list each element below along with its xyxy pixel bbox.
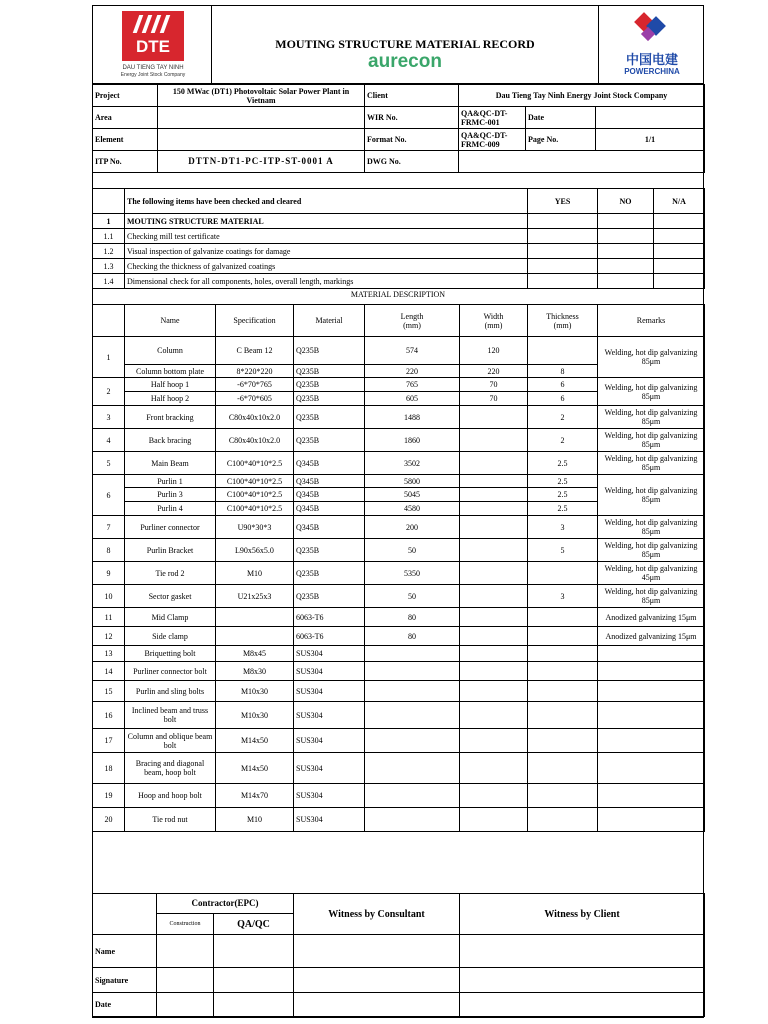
row-spec: -6*70*605	[216, 392, 294, 406]
row-spec: 8*220*220	[216, 365, 294, 378]
row-number: 15	[93, 681, 125, 702]
row-thickness	[528, 646, 598, 662]
row-name: Purliner connector bolt	[125, 662, 216, 681]
row-spec: M10x30	[216, 681, 294, 702]
row-number: 1	[93, 337, 125, 378]
yes-header: YES	[528, 189, 598, 214]
signoff-table	[92, 893, 705, 1017]
row-remarks	[598, 808, 705, 832]
row-spec: C80x40x10x2.0	[216, 429, 294, 452]
check-yes-cell[interactable]	[528, 244, 598, 259]
row-thickness: 5	[528, 539, 598, 562]
row-spec: M14x50	[216, 753, 294, 784]
row-remarks: Welding, hot dip galvanizing 85μm	[598, 452, 705, 475]
date-row-label: Date	[93, 993, 157, 1017]
material-row	[93, 406, 705, 429]
row-material: 6063-T6	[294, 627, 365, 646]
element-label: Element	[93, 129, 158, 151]
row-number: 12	[93, 627, 125, 646]
row-thickness	[528, 784, 598, 808]
material-row	[93, 646, 705, 662]
dwg-label: DWG No.	[365, 151, 459, 173]
project-label: Project	[93, 85, 158, 107]
row-name: Main Beam	[125, 452, 216, 475]
construction-date-cell[interactable]	[157, 993, 214, 1017]
row-length: 1860	[365, 429, 460, 452]
row-thickness: 2.5	[528, 475, 598, 488]
row-thickness	[528, 729, 598, 753]
material-row	[93, 378, 705, 392]
row-remarks: Welding, hot dip galvanizing 85μm	[598, 378, 705, 406]
dwg-value	[459, 151, 705, 173]
row-remarks: Welding, hot dip galvanizing 45μm	[598, 562, 705, 585]
checks-table	[92, 188, 705, 289]
row-material: Q235B	[294, 392, 365, 406]
row-number: 19	[93, 784, 125, 808]
row-length: 574	[365, 337, 460, 365]
row-number: 17	[93, 729, 125, 753]
row-width	[460, 516, 528, 539]
row-thickness	[528, 562, 598, 585]
na-header: N/A	[654, 189, 705, 214]
row-material: Q235B	[294, 562, 365, 585]
row-name: Mid Clamp	[125, 608, 216, 627]
row-spec: M8x45	[216, 646, 294, 662]
construction-name-cell[interactable]	[157, 935, 214, 968]
row-remarks: Welding, hot dip galvanizing 85μm	[598, 429, 705, 452]
wir-label: WIR No.	[365, 107, 459, 129]
row-name: Side clamp	[125, 627, 216, 646]
row-length: 50	[365, 539, 460, 562]
row-name: Purlin 1	[125, 475, 216, 488]
row-number: 10	[93, 585, 125, 608]
row-width: 70	[460, 392, 528, 406]
row-width	[460, 608, 528, 627]
row-width: 120	[460, 337, 528, 365]
row-number: 16	[93, 702, 125, 729]
row-number: 20	[93, 808, 125, 832]
col-name: Name	[125, 305, 216, 337]
material-row	[93, 808, 705, 832]
row-length	[365, 753, 460, 784]
row-thickness: 6	[528, 378, 598, 392]
row-thickness: 8	[528, 365, 598, 378]
row-thickness: 2.5	[528, 452, 598, 475]
row-number: 14	[93, 662, 125, 681]
row-length: 5045	[365, 488, 460, 502]
col-spec: Specification	[216, 305, 294, 337]
row-thickness: 3	[528, 516, 598, 539]
row-width	[460, 452, 528, 475]
qaqc-name-cell[interactable]	[214, 935, 294, 968]
row-spec: C100*40*10*2.5	[216, 488, 294, 502]
row-remarks: Welding, hot dip galvanizing 85μm	[598, 337, 705, 378]
row-number: 18	[93, 753, 125, 784]
check-na-cell[interactable]	[654, 274, 705, 289]
row-name: Sector gasket	[125, 585, 216, 608]
material-row	[93, 475, 705, 488]
row-material: Q235B	[294, 539, 365, 562]
row-thickness	[528, 627, 598, 646]
row-material: Q345B	[294, 475, 365, 488]
row-width	[460, 729, 528, 753]
row-width	[460, 406, 528, 429]
row-name: Hoop and hoop bolt	[125, 784, 216, 808]
row-thickness	[528, 702, 598, 729]
consultant-header: Witness by Consultant	[294, 894, 460, 935]
check-yes-cell[interactable]	[528, 259, 598, 274]
row-name: Tie rod 2	[125, 562, 216, 585]
row-length: 765	[365, 378, 460, 392]
row-name: Inclined beam and truss bolt	[125, 702, 216, 729]
material-row	[93, 753, 705, 784]
row-width	[460, 539, 528, 562]
row-spec: L90x56x5.0	[216, 539, 294, 562]
check-no-cell[interactable]	[598, 274, 654, 289]
row-spec: M14x50	[216, 729, 294, 753]
material-row	[93, 784, 705, 808]
contractor-header: Contractor(EPC)	[157, 894, 294, 914]
row-spec: M10	[216, 562, 294, 585]
row-length: 200	[365, 516, 460, 539]
row-length	[365, 784, 460, 808]
date-label: Date	[526, 107, 596, 129]
row-number: 2	[93, 378, 125, 406]
row-spec	[216, 608, 294, 627]
dte-logo-sub: DAU TIENG TAY NINH	[122, 65, 184, 71]
signature-label: Signature	[93, 968, 157, 993]
row-material: Q235B	[294, 406, 365, 429]
material-row	[93, 608, 705, 627]
dte-logo-text: DTE	[136, 37, 170, 56]
row-name: Purliner connector	[125, 516, 216, 539]
check-yes-cell[interactable]	[528, 274, 598, 289]
material-row	[93, 516, 705, 539]
powerchina-en: POWERCHINA	[624, 67, 680, 76]
row-name: Purlin and sling bolts	[125, 681, 216, 702]
row-material: 6063-T6	[294, 608, 365, 627]
row-width	[460, 627, 528, 646]
row-width: 220	[460, 365, 528, 378]
row-remarks	[598, 681, 705, 702]
row-remarks	[598, 784, 705, 808]
row-thickness: 2	[528, 406, 598, 429]
row-material: SUS304	[294, 729, 365, 753]
row-width	[460, 646, 528, 662]
row-thickness	[528, 608, 598, 627]
row-name: Column bottom plate	[125, 365, 216, 378]
row-remarks	[598, 702, 705, 729]
check-yes-cell[interactable]	[528, 229, 598, 244]
row-spec: M10	[216, 808, 294, 832]
row-length	[365, 646, 460, 662]
row-width	[460, 681, 528, 702]
consultant-name-cell[interactable]	[294, 935, 460, 968]
row-remarks: Welding, hot dip galvanizing 85μm	[598, 585, 705, 608]
check-na-cell[interactable]	[654, 229, 705, 244]
dte-logo	[92, 5, 212, 84]
col-remarks: Remarks	[598, 305, 705, 337]
row-material: SUS304	[294, 662, 365, 681]
page-value: 1/1	[596, 129, 705, 151]
row-thickness	[528, 681, 598, 702]
row-thickness: 2	[528, 429, 598, 452]
col-width: Width (mm)	[460, 305, 528, 337]
row-material: SUS304	[294, 702, 365, 729]
row-name: Purlin 3	[125, 488, 216, 502]
row-spec: C100*40*10*2.5	[216, 502, 294, 516]
row-remarks	[598, 753, 705, 784]
row-width	[460, 585, 528, 608]
material-row	[93, 337, 705, 365]
construction-header: Construction	[157, 914, 214, 935]
row-name: Column and oblique beam bolt	[125, 729, 216, 753]
format-label: Format No.	[365, 129, 459, 151]
row-material: SUS304	[294, 808, 365, 832]
element-value	[158, 129, 365, 151]
row-remarks: Welding, hot dip galvanizing 85μm	[598, 539, 705, 562]
name-label: Name	[93, 935, 157, 968]
row-thickness: 3	[528, 585, 598, 608]
row-spec: M10x30	[216, 702, 294, 729]
material-row	[93, 662, 705, 681]
row-material: SUS304	[294, 753, 365, 784]
area-label: Area	[93, 107, 158, 129]
material-row	[93, 429, 705, 452]
col-material: Material	[294, 305, 365, 337]
row-name: Half hoop 1	[125, 378, 216, 392]
row-spec: C100*40*10*2.5	[216, 475, 294, 488]
row-length: 220	[365, 365, 460, 378]
row-name: Half hoop 2	[125, 392, 216, 406]
row-length: 5350	[365, 562, 460, 585]
client-name-cell[interactable]	[460, 935, 705, 968]
row-length: 3502	[365, 452, 460, 475]
material-row	[93, 627, 705, 646]
row-width	[460, 488, 528, 502]
row-remarks	[598, 662, 705, 681]
row-width	[460, 662, 528, 681]
row-material: Q345B	[294, 516, 365, 539]
row-length	[365, 808, 460, 832]
check-row: 1.2 Visual inspection of galvanize coatings for damage	[93, 244, 705, 259]
row-material: Q345B	[294, 488, 365, 502]
row-remarks: Anodized galvanizing 15μm	[598, 627, 705, 646]
row-number: 8	[93, 539, 125, 562]
row-thickness	[528, 337, 598, 365]
row-width	[460, 475, 528, 488]
row-name: Back bracing	[125, 429, 216, 452]
row-material: Q235B	[294, 378, 365, 392]
material-row	[93, 585, 705, 608]
material-row	[93, 702, 705, 729]
row-spec: M8x30	[216, 662, 294, 681]
material-row	[93, 539, 705, 562]
qaqc-date-cell[interactable]	[214, 993, 294, 1017]
row-thickness: 6	[528, 392, 598, 406]
row-width	[460, 429, 528, 452]
row-width: 70	[460, 378, 528, 392]
row-length: 50	[365, 585, 460, 608]
row-spec: C80x40x10x2.0	[216, 406, 294, 429]
client-label: Client	[365, 85, 459, 107]
project-value: 150 MWac (DT1) Photovoltaic Solar Power Plant in Vietnam	[158, 85, 365, 107]
row-number: 11	[93, 608, 125, 627]
material-table	[92, 304, 705, 832]
qaqc-signature-cell[interactable]	[214, 968, 294, 993]
row-material: Q235B	[294, 429, 365, 452]
row-length: 80	[365, 627, 460, 646]
consultant-date-cell[interactable]	[294, 993, 460, 1017]
construction-signature-cell[interactable]	[157, 968, 214, 993]
row-material: Q345B	[294, 452, 365, 475]
row-material: Q235B	[294, 337, 365, 365]
row-remarks: Welding, hot dip galvanizing 85μm	[598, 516, 705, 539]
row-number: 6	[93, 475, 125, 516]
row-remarks: Welding, hot dip galvanizing 85μm	[598, 475, 705, 516]
row-material: SUS304	[294, 681, 365, 702]
row-name: Column	[125, 337, 216, 365]
client-value: Dau Tieng Tay Ninh Energy Joint Stock Company	[459, 85, 705, 107]
row-length: 4580	[365, 502, 460, 516]
row-number: 13	[93, 646, 125, 662]
material-row	[93, 562, 705, 585]
powerchina-logo	[598, 5, 704, 84]
format-value: QA&QC-DT-FRMC-009	[459, 129, 526, 151]
dte-logo-sub2: Energy Joint Stock Company	[120, 72, 186, 78]
col-length: Length (mm)	[365, 305, 460, 337]
itp-value: DTTN-DT1-PC-ITP-ST-0001 A	[158, 151, 365, 173]
check-na-cell[interactable]	[654, 244, 705, 259]
row-material: Q235B	[294, 365, 365, 378]
row-length	[365, 729, 460, 753]
row-material: SUS304	[294, 784, 365, 808]
check-row: 1.3 Checking the thickness of galvanized coatings	[93, 259, 705, 274]
row-width	[460, 702, 528, 729]
row-spec: C100*40*10*2.5	[216, 452, 294, 475]
row-name: Briquetting bolt	[125, 646, 216, 662]
wir-value: QA&QC-DT-FRMC-001	[459, 107, 526, 129]
material-row	[93, 681, 705, 702]
row-material: Q235B	[294, 585, 365, 608]
no-header: NO	[598, 189, 654, 214]
row-material: Q345B	[294, 502, 365, 516]
area-value	[158, 107, 365, 129]
row-thickness	[528, 662, 598, 681]
row-length: 1488	[365, 406, 460, 429]
row-length: 605	[365, 392, 460, 406]
row-spec	[216, 627, 294, 646]
row-length: 80	[365, 608, 460, 627]
row-spec: M14x70	[216, 784, 294, 808]
row-name: Purlin Bracket	[125, 539, 216, 562]
row-width	[460, 784, 528, 808]
material-title: MATERIAL DESCRIPTION	[350, 290, 446, 299]
check-na-cell[interactable]	[654, 259, 705, 274]
col-thickness: Thickness (mm)	[528, 305, 598, 337]
itp-label: ITP No.	[93, 151, 158, 173]
client-date-cell[interactable]	[460, 993, 705, 1017]
client-header: Witness by Client	[460, 894, 705, 935]
row-width	[460, 502, 528, 516]
row-width	[460, 753, 528, 784]
row-number: 4	[93, 429, 125, 452]
row-length	[365, 681, 460, 702]
row-thickness: 2.5	[528, 488, 598, 502]
client-signature-cell[interactable]	[460, 968, 705, 993]
material-row	[93, 452, 705, 475]
row-remarks: Anodized galvanizing 15μm	[598, 608, 705, 627]
aurecon-logo: aurecon	[368, 51, 442, 72]
check-row: 1.1 Checking mill test certificate	[93, 229, 705, 244]
material-row	[93, 729, 705, 753]
page-label: Page No.	[526, 129, 596, 151]
date-value	[596, 107, 705, 129]
row-name: Front bracking	[125, 406, 216, 429]
section-no: 1	[93, 214, 125, 229]
check-no-cell[interactable]	[598, 229, 654, 244]
page-title: MOUTING STRUCTURE MATERIAL RECORD	[275, 37, 535, 51]
row-remarks	[598, 729, 705, 753]
row-spec: U90*30*3	[216, 516, 294, 539]
row-number: 5	[93, 452, 125, 475]
row-name: Purlin 4	[125, 502, 216, 516]
row-remarks: Welding, hot dip galvanizing 85μm	[598, 406, 705, 429]
row-thickness	[528, 808, 598, 832]
row-name: Tie rod nut	[125, 808, 216, 832]
row-name: Bracing and diagonal beam, hoop bolt	[125, 753, 216, 784]
row-remarks	[598, 646, 705, 662]
consultant-signature-cell[interactable]	[294, 968, 460, 993]
check-no-cell[interactable]	[598, 259, 654, 274]
info-table	[92, 84, 705, 173]
check-no-cell[interactable]	[598, 244, 654, 259]
header	[92, 5, 704, 84]
row-width	[460, 562, 528, 585]
check-row: 1.4 Dimensional check for all components, holes, overall length, markings	[93, 274, 705, 289]
row-thickness: 2.5	[528, 502, 598, 516]
row-spec: C Beam 12	[216, 337, 294, 365]
row-spec: U21x25x3	[216, 585, 294, 608]
qaqc-header: QA/QC	[214, 914, 294, 935]
row-number: 9	[93, 562, 125, 585]
row-material: SUS304	[294, 646, 365, 662]
row-thickness	[528, 753, 598, 784]
row-width	[460, 808, 528, 832]
checks-heading: The following items have been checked and cleared	[125, 189, 528, 214]
row-spec: -6*70*765	[216, 378, 294, 392]
row-number: 3	[93, 406, 125, 429]
row-length	[365, 702, 460, 729]
powerchina-cn: 中国电建	[625, 53, 678, 68]
row-number: 7	[93, 516, 125, 539]
section-title: MOUTING STRUCTURE MATERIAL	[125, 214, 528, 229]
row-length	[365, 662, 460, 681]
row-length: 5800	[365, 475, 460, 488]
